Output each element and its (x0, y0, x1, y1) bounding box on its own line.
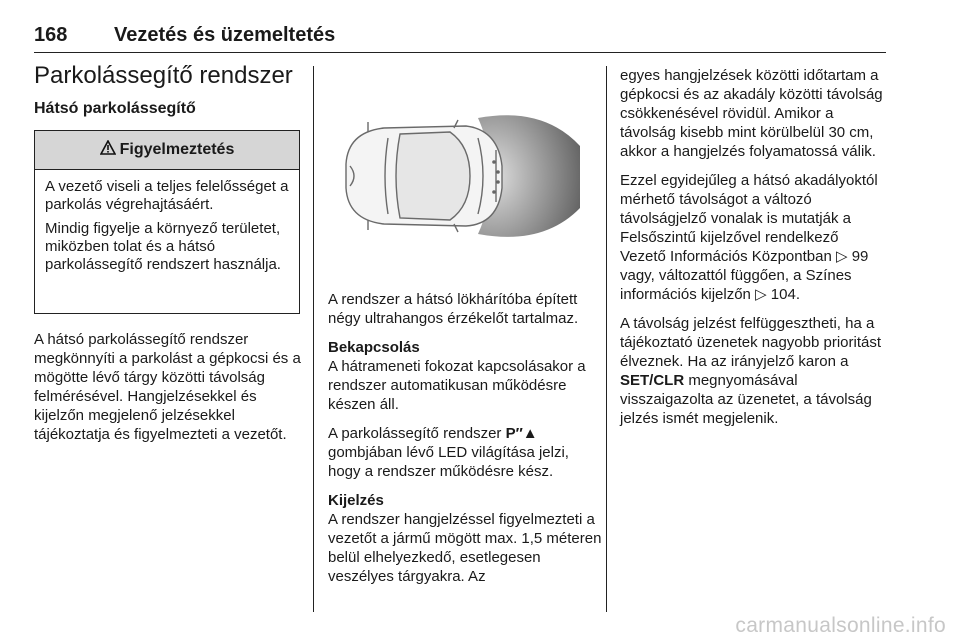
distance-text-mid: vagy, változattól függően, a Színes információs kijelzőn (620, 267, 852, 303)
distance-display-paragraph (620, 171, 888, 304)
column-divider-left (313, 66, 314, 612)
chapter-title: Vezetés és üzemeltetés (114, 24, 336, 46)
warning-paragraph: Mindig figyelje a környező területet, miközben tolat és a hátsó parkolássegítő rendszert használja. (45, 220, 281, 273)
column-2-text (328, 290, 602, 586)
watermark: carmanualsonline.info (735, 614, 946, 637)
cross-reference-icon: ▷ (835, 248, 848, 265)
suspend-text-end: megnyomásával visszaigazolta az üzenetet, a távolság jelzés ismét megjelenik. (620, 372, 872, 427)
section-subtitle: Hátsó parkolássegítő (34, 100, 196, 117)
column-1-text (34, 330, 302, 444)
section-title: Parkolássegítő rendszer (34, 62, 293, 89)
signal-heading: Kijelzés (328, 492, 384, 509)
column-3-text (620, 66, 888, 428)
suspend-text: A távolság jelzést felfüggesztheti, ha a tájékoztató üzenetek nagyobb prioritást élveznek. Ha az irányjelző karon a (620, 315, 881, 370)
warning-paragraph: A vezető viseli a teljes felelősséget a parkolás végrehajtásáért. (45, 178, 289, 213)
intro-paragraph: A hátsó parkolássegítő rendszer megkönnyíti a parkolást a gépkocsi és a mögötte lévő tárgy közötti távolság felmérésével. Hangjelzésekkel és kijelzőn megjelenő jelzésekkel tájékoztatja és figyelmezteti a vezetőt. (34, 331, 301, 443)
warning-header (35, 131, 299, 170)
set-clr-key: SET/CLR (620, 372, 685, 389)
page-header (34, 20, 886, 53)
warning-title: Figyelmeztetés (119, 141, 235, 158)
led-text-before: A parkolássegítő rendszer (328, 425, 506, 442)
car-sensor-illustration (328, 66, 594, 286)
warning-box (34, 130, 300, 314)
signal-text: A rendszer hangjelzéssel figyelmezteti a vezetőt a jármű mögött max. 1,5 méteren belül elhelyezkedő, esetlegesen veszélyes tárgyakra. Az (328, 511, 602, 585)
suspend-paragraph (620, 314, 888, 428)
distance-text: Ezzel egyidejűleg a hátsó akadályoktól mérhető távolságot a változó távolságjelző vonalak is mutatják a Felsőszintű kijelzővel rendelkező Vezető Információs Központban (620, 172, 878, 265)
illustration-caption: A rendszer a hátsó lökhárítóba épített négy ultrahangos érzékelőt tartalmaz. (328, 291, 579, 327)
column-divider-right (606, 66, 607, 612)
activation-text: A hátrameneti fokozat kapcsolásakor a rendszer automatikusan működésre készen áll. (328, 358, 586, 413)
page-reference[interactable]: 104 (770, 286, 796, 303)
park-assist-button-icon: P′′▲ (505, 425, 538, 442)
warning-body (35, 170, 299, 274)
activation-heading: Bekapcsolás (328, 339, 420, 356)
warning-triangle-icon (100, 140, 116, 160)
distance-text-end: . (795, 286, 800, 303)
led-text-after: gombjában lévő LED világítása jelzi, hogy a rendszer működésre kész. (328, 444, 569, 480)
page-reference[interactable]: 99 (851, 248, 869, 265)
page-number: 168 (34, 24, 68, 46)
led-paragraph (328, 424, 602, 481)
cross-reference-icon: ▷ (755, 286, 767, 303)
interval-paragraph: egyes hangjelzések közötti időtartam a gépkocsi és az akadály közötti távolság csökkenésével rövidül. Amikor a távolság kisebb mint körülbelül 30 cm, akkor a hangjelzés folyamatossá válik. (620, 67, 883, 160)
